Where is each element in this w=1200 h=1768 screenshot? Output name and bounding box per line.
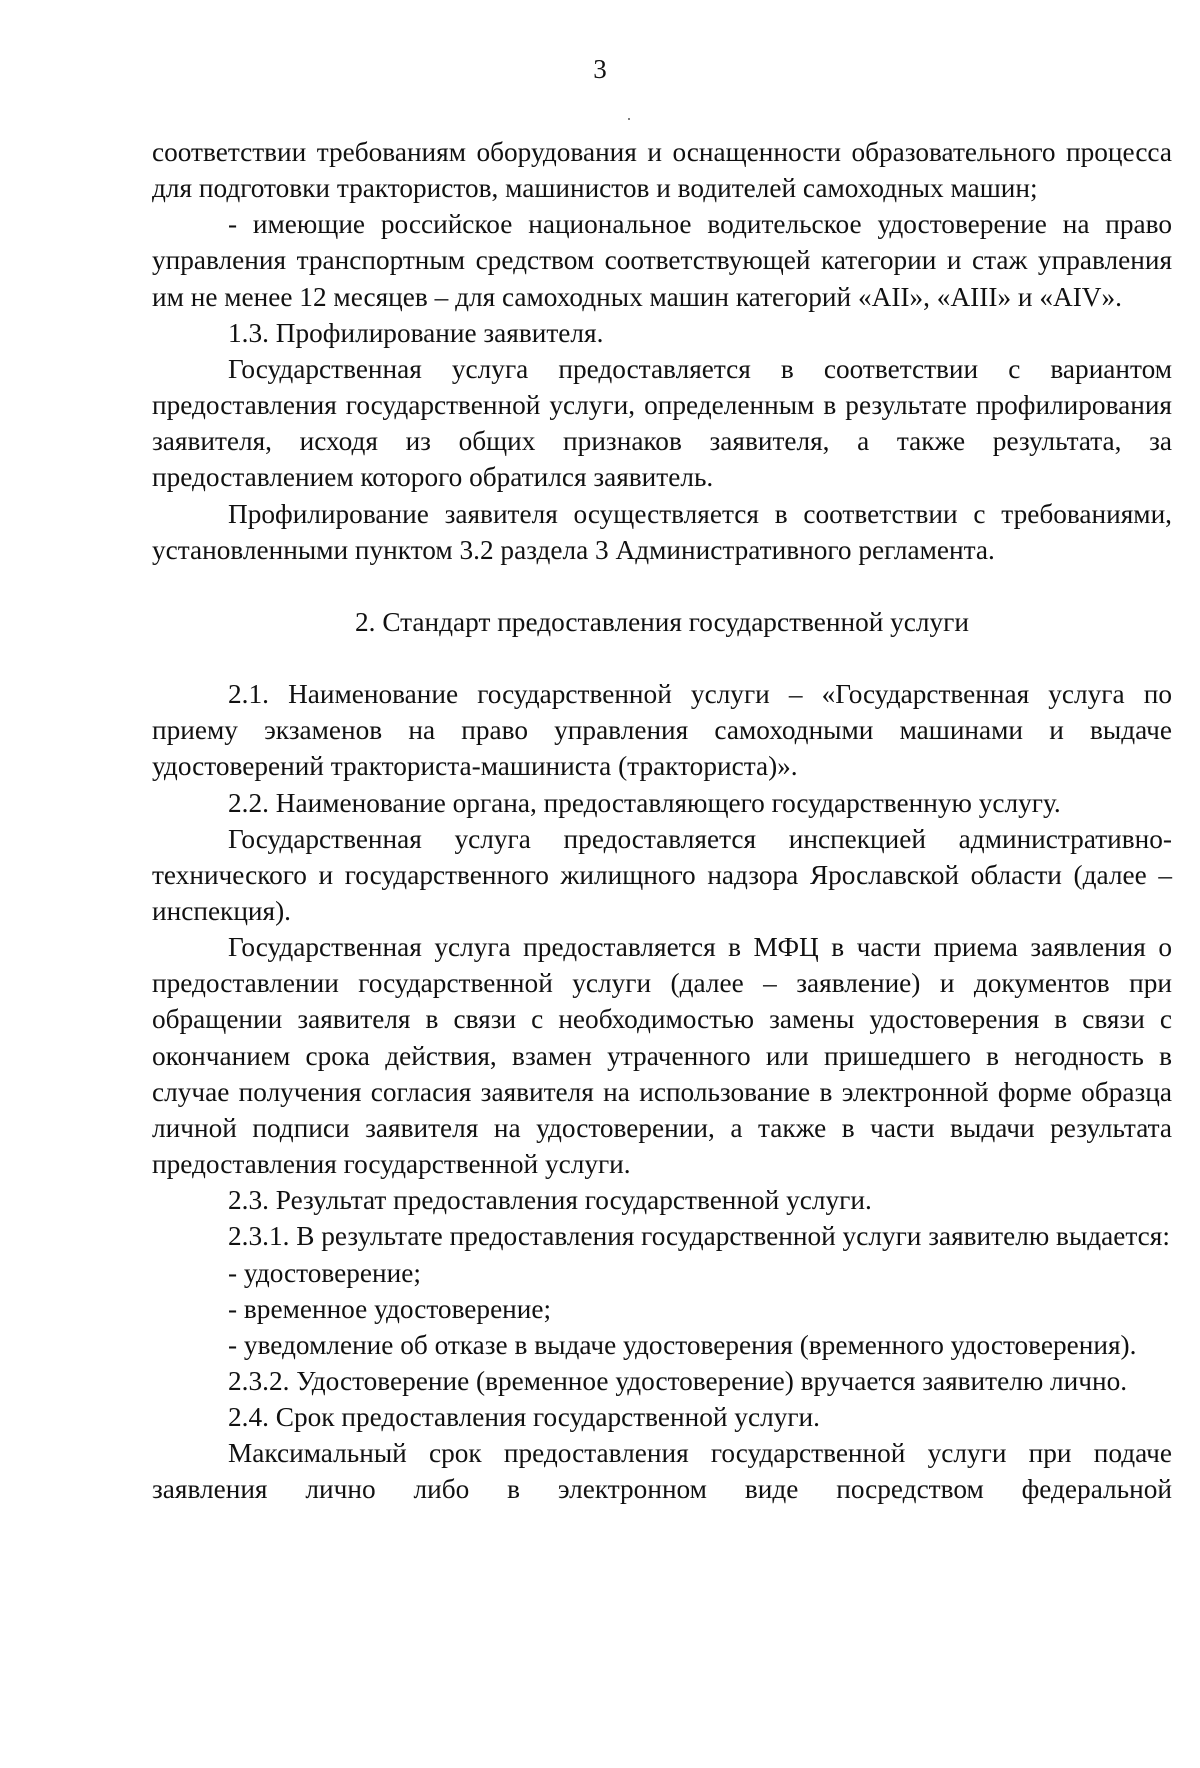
paragraph-clause-2-3: 2.3. Результат предоставления государственной услуги. — [228, 1185, 872, 1216]
section-heading: 2. Стандарт предоставления государственной услуги — [355, 606, 969, 637]
paragraph-clause-2-1: 2.1. Наименование государственной услуги – «Государственная услуга по приему экзаменов на право управления самоходными машинами и выдаче удостоверений тракториста-машиниста (тракториста)». — [152, 679, 1172, 782]
paragraph-service-variant: Государственная услуга предоставляется в соответствии с вариантом предоставления государственной услуги, определенным в результате профилирования заявителя, исходя из общих признаков заявителя, а также результата, за предоставлением которого обратился заявитель. — [152, 353, 1172, 493]
list-item-temporary-certificate: - временное удостоверение; — [228, 1293, 552, 1324]
paragraph-inspection: Государственная услуга предоставляется инспекцией административно-технического и государственного жилищного надзора Ярославской области (далее – инспекция). — [152, 823, 1172, 926]
paragraph-clause-2-3-1: 2.3.1. В результате предоставления государственной услуги заявителю выдается: — [228, 1221, 1170, 1252]
list-item-certificate: - удостоверение; — [228, 1257, 421, 1288]
paragraph-mfc: Государственная услуга предоставляется в МФЦ в части приема заявления о предоставлении государственной услуги (далее – заявление) и документов при обращении заявителя в связи с необходимостью замены удостоверения в связи с окончанием срока действия, взамен утраченного или пришедшего в негодность в случае получения согласия заявителя на использование в электронной форме образца личной подписи заявителя на удостоверении, а также в части выдачи результата предоставления государственной услуги. — [152, 932, 1172, 1180]
page-number: 3 — [593, 54, 607, 84]
paragraph-clause-2-4: 2.4. Срок предоставления государственной услуги. — [228, 1402, 820, 1433]
paragraph-clause-2-3-2: 2.3.2. Удостоверение (временное удостоверение) вручается заявителю лично. — [228, 1366, 1128, 1396]
scan-speck — [628, 118, 630, 120]
paragraph-clause-1-3: 1.3. Профилирование заявителя. — [228, 317, 604, 348]
document-body — [152, 134, 1172, 1508]
paragraph-license-requirement: - имеющие российское национальное водительское удостоверение на право управления транспортным средством соответствующей категории и стаж управления им не менее 12 месяцев – для самоходных машин категорий «AII», «AIII» и «AIV». — [152, 209, 1172, 312]
paragraph-continuation: соответствии требованиям оборудования и оснащенности образовательного процесса для подготовки трактористов, машинистов и водителей самоходных машин; — [152, 137, 1172, 204]
list-item-refusal-notice: - уведомление об отказе в выдаче удостоверения (временного удостоверения). — [228, 1329, 1137, 1360]
paragraph-profiling: Профилирование заявителя осуществляется в соответствии с требованиями, установленными пунктом 3.2 раздела 3 Административного регламента. — [152, 498, 1172, 565]
paragraph-max-term: Максимальный срок предоставления государственной услуги при подаче заявления лично либо в электронном виде посредством федеральной — [152, 1438, 1172, 1505]
paragraph-clause-2-2: 2.2. Наименование органа, предоставляющего государственную услугу. — [228, 787, 1061, 818]
